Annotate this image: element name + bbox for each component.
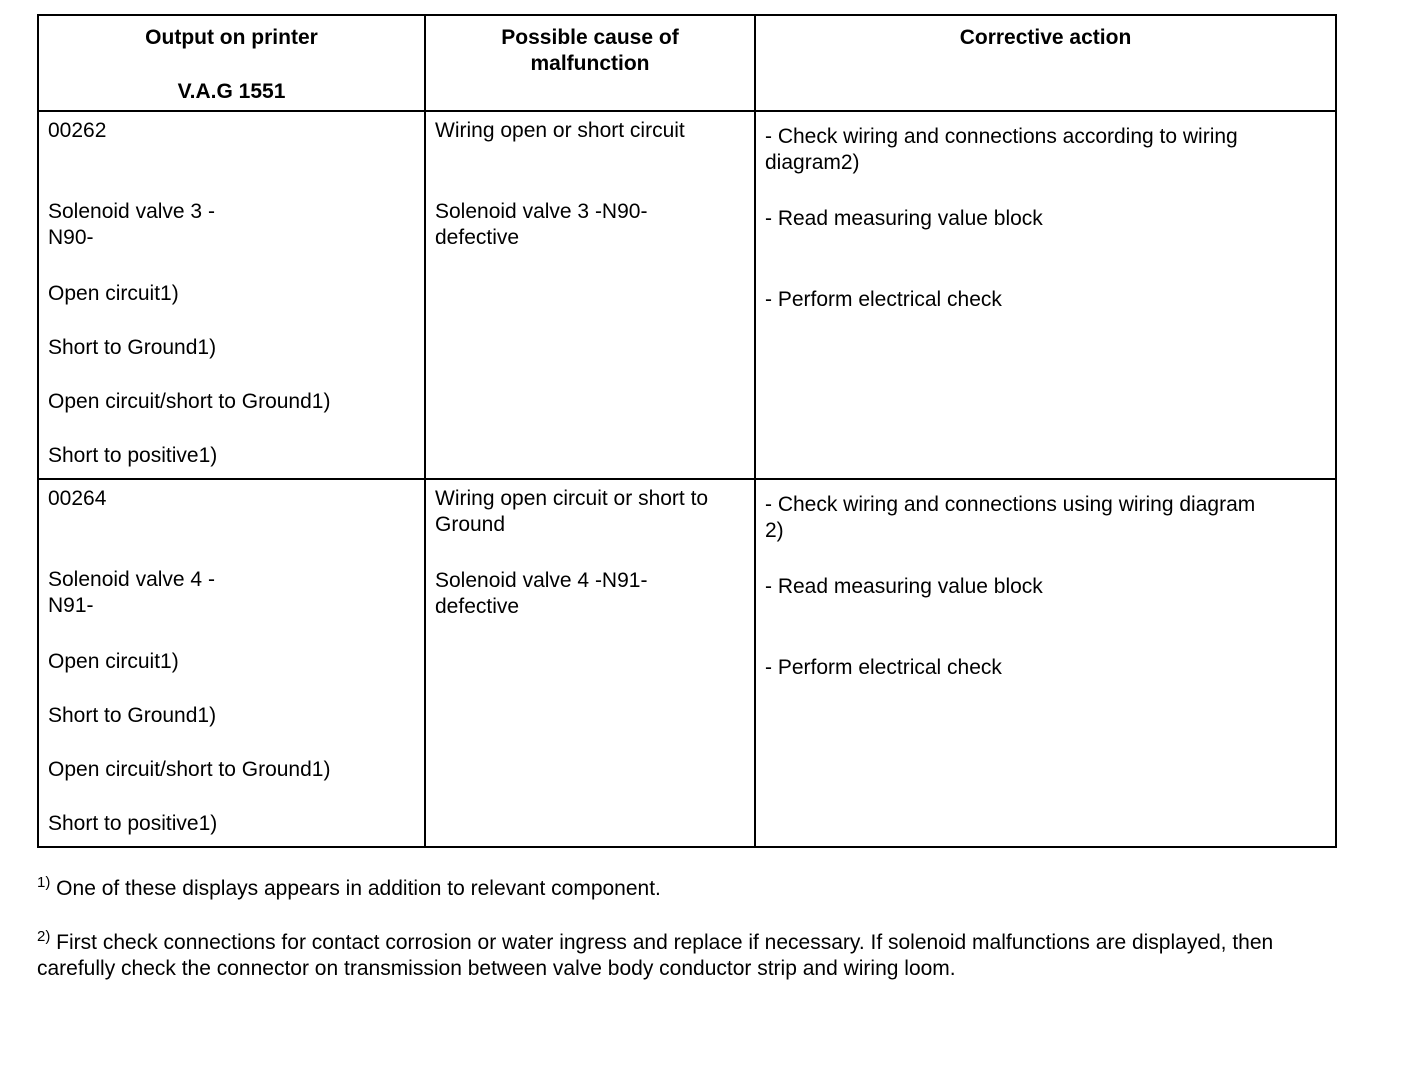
footnote-2 [37, 930, 1287, 982]
fault-code: 00264 [48, 487, 107, 510]
footnotes [37, 876, 1287, 1010]
action-check-wiring-line-2: 2) [765, 519, 784, 542]
fault-type: Short to Ground1) [48, 704, 217, 727]
table-row [38, 111, 1336, 479]
header-cause [425, 15, 755, 111]
cause-wiring-line-2: Ground [435, 513, 506, 536]
header-action [755, 15, 1336, 111]
header-row [38, 15, 1336, 111]
fault-type: Open circuit/short to Ground1) [48, 758, 331, 781]
action-check-wiring-line-1: - Check wiring and connections using wiring diagram [765, 493, 1256, 516]
footnote-marker: 2) [37, 928, 51, 945]
component-line-2: N90- [48, 226, 94, 249]
footnote-text: One of these displays appears in addition to relevant component. [50, 877, 661, 900]
footnote-1 [37, 876, 1287, 902]
cause-wiring: Wiring open or short circuit [435, 119, 685, 142]
fault-table [37, 14, 1337, 848]
component-line-2: N91- [48, 594, 94, 617]
fault-type: Short to Ground1) [48, 336, 217, 359]
action-check-wiring-line-2: diagram2) [765, 151, 860, 174]
footnote-text: First check connections for contact corrosion or water ingress and replace if necessary. If solenoid malfunctions are displayed, then carefully check the connector on transmission between valve body conductor strip and wiring loom. [37, 931, 1274, 980]
header-output-line-2: V.A.G 1551 [177, 80, 286, 103]
fault-code: 00262 [48, 119, 107, 142]
cause-cell [425, 479, 755, 847]
fault-type: Open circuit/short to Ground1) [48, 390, 331, 413]
cause-component-line-2: defective [435, 595, 520, 618]
fault-type: Short to positive1) [48, 812, 218, 835]
fault-type: Open circuit1) [48, 282, 179, 305]
header-cause-line-2: malfunction [530, 52, 650, 75]
component-line-1: Solenoid valve 3 - [48, 200, 215, 223]
header-cause-line-1: Possible cause of [501, 26, 679, 49]
action-electrical-check: - Perform electrical check [765, 656, 1002, 679]
fault-type: Open circuit1) [48, 650, 179, 673]
action-electrical-check: - Perform electrical check [765, 288, 1002, 311]
action-cell [755, 111, 1336, 479]
cause-component-line-1: Solenoid valve 3 -N90- [435, 200, 648, 223]
output-cell [38, 111, 425, 479]
action-check-wiring-line-1: - Check wiring and connections according to wiring [765, 125, 1238, 148]
cause-component-line-2: defective [435, 226, 520, 249]
cause-wiring-line-1: Wiring open circuit or short to [435, 487, 709, 510]
table-row [38, 479, 1336, 847]
action-read-measuring-block: - Read measuring value block [765, 575, 1043, 598]
action-read-measuring-block: - Read measuring value block [765, 207, 1043, 230]
header-action-label: Corrective action [959, 26, 1132, 49]
output-cell [38, 479, 425, 847]
cause-cell [425, 111, 755, 479]
component-line-1: Solenoid valve 4 - [48, 568, 215, 591]
action-cell [755, 479, 1336, 847]
header-output-line-1: Output on printer [145, 26, 318, 49]
header-output [38, 15, 425, 111]
cause-component-line-1: Solenoid valve 4 -N91- [435, 569, 648, 592]
fault-type: Short to positive1) [48, 444, 218, 467]
footnote-marker: 1) [37, 874, 51, 891]
